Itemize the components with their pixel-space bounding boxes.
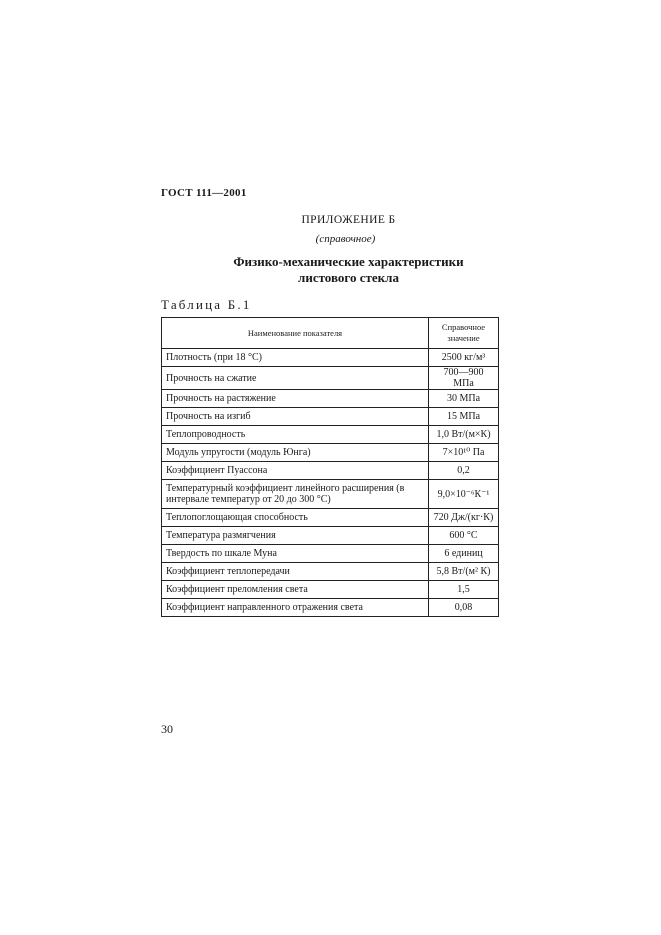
property-value-cell: 1,5 <box>429 581 499 599</box>
property-name-cell: Модуль упругости (модуль Юнга) <box>162 444 429 462</box>
table-row <box>162 408 499 426</box>
property-value-cell: 600 °С <box>429 527 499 545</box>
table-row <box>162 527 499 545</box>
appendix-title <box>0 214 661 226</box>
table-row <box>162 509 499 527</box>
page-number: 30 <box>161 722 173 736</box>
appendix-note <box>0 233 661 245</box>
property-name-cell: Теплопроводность <box>162 426 429 444</box>
appendix-title-text: ПРИЛОЖЕНИЕ Б <box>301 214 396 226</box>
property-name-cell: Плотность (при 18 °С) <box>162 349 429 367</box>
section-heading-line1: Физико-механические характеристики <box>233 254 464 269</box>
property-name-cell: Прочность на растяжение <box>162 390 429 408</box>
table-row <box>162 581 499 599</box>
section-heading <box>0 254 661 286</box>
table-row <box>162 599 499 617</box>
table-body <box>162 349 499 617</box>
column-header-name: Наименование показателя <box>162 318 429 349</box>
property-value-cell: 0,08 <box>429 599 499 617</box>
table-row <box>162 462 499 480</box>
table-header-row <box>162 318 499 349</box>
property-value-cell: 1,0 Вт/(м×К) <box>429 426 499 444</box>
column-header-value: Справочное значение <box>429 318 499 349</box>
table-row <box>162 545 499 563</box>
table-row <box>162 390 499 408</box>
table-row <box>162 367 499 390</box>
property-value-cell: 7×10¹⁰ Па <box>429 444 499 462</box>
property-value-cell: 700—900 МПа <box>429 367 499 390</box>
table-row <box>162 563 499 581</box>
property-name-cell: Теплопоглощающая способность <box>162 509 429 527</box>
property-value-cell: 15 МПа <box>429 408 499 426</box>
property-name-cell: Прочность на изгиб <box>162 408 429 426</box>
document-code: ГОСТ 111—2001 <box>161 187 247 199</box>
property-name-cell: Коэффициент направленного отражения света <box>162 599 429 617</box>
property-name-cell: Прочность на сжатие <box>162 367 429 390</box>
property-name-cell: Температура размягчения <box>162 527 429 545</box>
property-name-cell: Коэффициент Пуассона <box>162 462 429 480</box>
table-row <box>162 349 499 367</box>
property-name-cell: Коэффициент преломления света <box>162 581 429 599</box>
section-heading-line2: листового стекла <box>298 270 399 285</box>
table-row <box>162 426 499 444</box>
property-name-cell: Температурный коэффициент линейного расширения (в интервале температур от 20 до 300 °С) <box>162 480 429 509</box>
property-value-cell: 2500 кг/м³ <box>429 349 499 367</box>
property-value-cell: 5,8 Вт/(м² К) <box>429 563 499 581</box>
table-row <box>162 444 499 462</box>
property-name-cell: Коэффициент теплопередачи <box>162 563 429 581</box>
table-row <box>162 480 499 509</box>
property-value-cell: 6 единиц <box>429 545 499 563</box>
property-name-cell: Твердость по шкале Муна <box>162 545 429 563</box>
property-value-cell: 9,0×10⁻⁶К⁻¹ <box>429 480 499 509</box>
property-value-cell: 0,2 <box>429 462 499 480</box>
appendix-note-text: (справочное) <box>315 233 376 245</box>
table-caption: Таблица Б.1 <box>161 297 252 312</box>
properties-table <box>161 317 499 617</box>
property-value-cell: 30 МПа <box>429 390 499 408</box>
property-value-cell: 720 Дж/(кг·К) <box>429 509 499 527</box>
